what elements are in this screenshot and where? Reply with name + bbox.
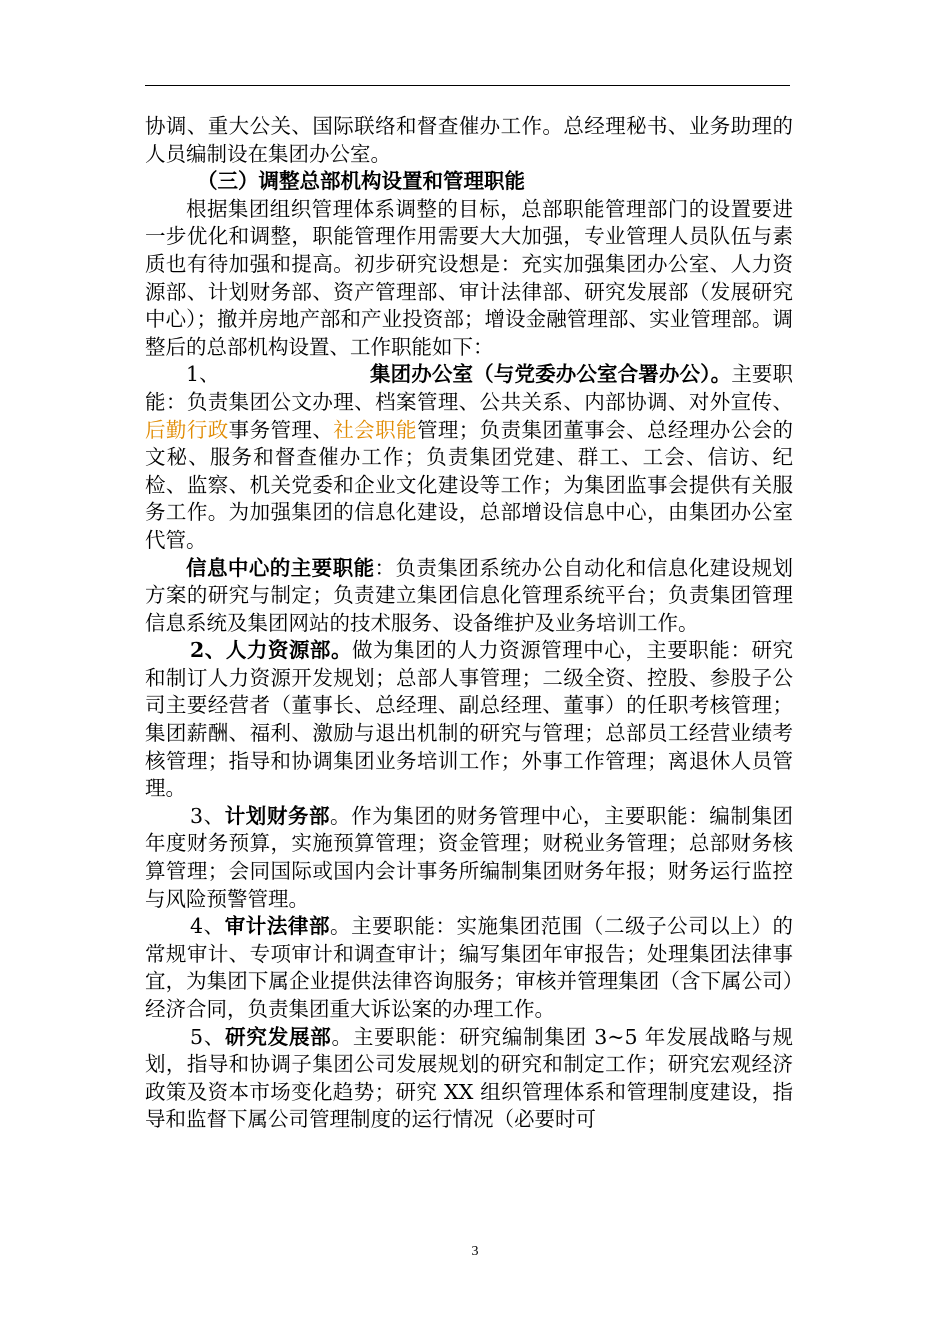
item-hr-text: 做为集团的人力资源管理中心，主要职能：研究和制订人力资源开发规划；总部人事管理；二级全资、控股、参股子公司主要经营者（董事长、总经理、副总经理、董事）的任职考核管理；集团薪酬、福利、激励与退出机制的研究与管理；总部员工经营业绩考核管理；指导和协调集团业务培训工作；外事工作管理；离退休人员管理。 — [145, 638, 794, 801]
item-audit-text: 。主要职能：实施集团范围（二级子公司以上）的常规审计、专项审计和调查审计；编写集团年审报告；处理集团法律事宜，为集团下属企业提供法律咨询服务；审核并管理集团（含下属公司）经济合同，负责集团重大诉讼案的办理工作。 — [145, 914, 794, 1021]
item-office-text-b: 事务管理、 — [228, 417, 334, 442]
item-office-text-c: 管理；负责集团董事会、总经理办公会的文秘、服务和督查催办工作；负责集团党建、群工、工会、信访、纪检、监察、机关党委和企业文化建设等工作；为集团监事会提供有关服务工作。为加强集团的信息化建设，总部增设信息中心，由集团办公室代管。 — [145, 417, 794, 552]
info-center-paragraph — [145, 555, 793, 638]
item-audit — [145, 913, 793, 1023]
item-finance-title: 计划财务部 — [224, 803, 331, 828]
item-finance-text: 。作为集团的财务管理中心，主要职能：编制集团年度财务预算，实施预算管理；资金管理；财税业务管理；总部财务核算管理；会同国际或国内会计事务所编制集团财务年报；财务运行监控与风险预警管理。 — [145, 803, 794, 911]
item-audit-number: 4、 — [190, 914, 225, 939]
item-finance-number: 3、 — [190, 803, 225, 828]
info-center-title: 信息中心的主要职能 — [186, 555, 375, 580]
section-heading: （三）调整总部机构设置和管理职能 — [197, 169, 525, 194]
highlight-logistics: 后勤行政 — [145, 417, 229, 442]
paragraph-continuation: 协调、重大公关、国际联络和督查催办工作。总经理秘书、业务助理的人员编制设在集团办公室。 — [145, 114, 793, 166]
item-research-text: 。主要职能：研究编制集团 3~5 年发展战略与规划，指导和协调子集团公司发展规划的研究和制定工作；研究宏观经济政策及资本市场变化趋势；研究 XX 组织管理体系和管理制度建设，指导和监督下属公司管理制度的运行情况（必要时可 — [145, 1024, 794, 1132]
item-research — [145, 1024, 793, 1134]
item-research-title: 研究发展部 — [225, 1024, 332, 1049]
item-hr — [145, 637, 793, 803]
item-audit-title: 审计法律部 — [224, 914, 331, 939]
paragraph-intro: 根据集团组织管理体系调整的目标，总部职能管理部门的设置要进一步优化和调整，职能管理作用需要大大加强，专业管理人员队伍与素质也有待加强和提高。初步研究设想是：充实加强集团办公室、人力资源部、计划财务部、资产管理部、审计法律部、研究发展部（发展研究中心）；撤并房地产部和产业投资部；增设金融管理部、实业管理部。调整后的总部机构设置、工作职能如下： — [145, 196, 793, 359]
item-research-number: 5、 — [190, 1024, 226, 1049]
item-hr-title: 2、人力资源部。 — [190, 638, 352, 663]
item-finance — [145, 803, 793, 913]
highlight-social-functions: 社会职能 — [333, 417, 417, 442]
item-office-title: 集团办公室（与党委办公室合署办公）。 — [369, 362, 732, 387]
info-center-text: ：负责集团系统办公自动化和信息化建设规划方案的研究与制定；负责建立集团信息化管理系统平台；负责集团管理信息系统及集团网站的技术服务、设备维护及业务培训工作。 — [145, 555, 794, 635]
item-office — [145, 361, 793, 554]
document-body — [145, 113, 793, 1134]
page-number: 3 — [471, 1244, 479, 1259]
item-office-number: 1、 — [186, 362, 220, 387]
item-office-text-a: 主要职能：负责集团公文办理、档案管理、公共关系、内部协调、对外宣传、 — [145, 362, 794, 414]
header-rule — [145, 85, 790, 86]
